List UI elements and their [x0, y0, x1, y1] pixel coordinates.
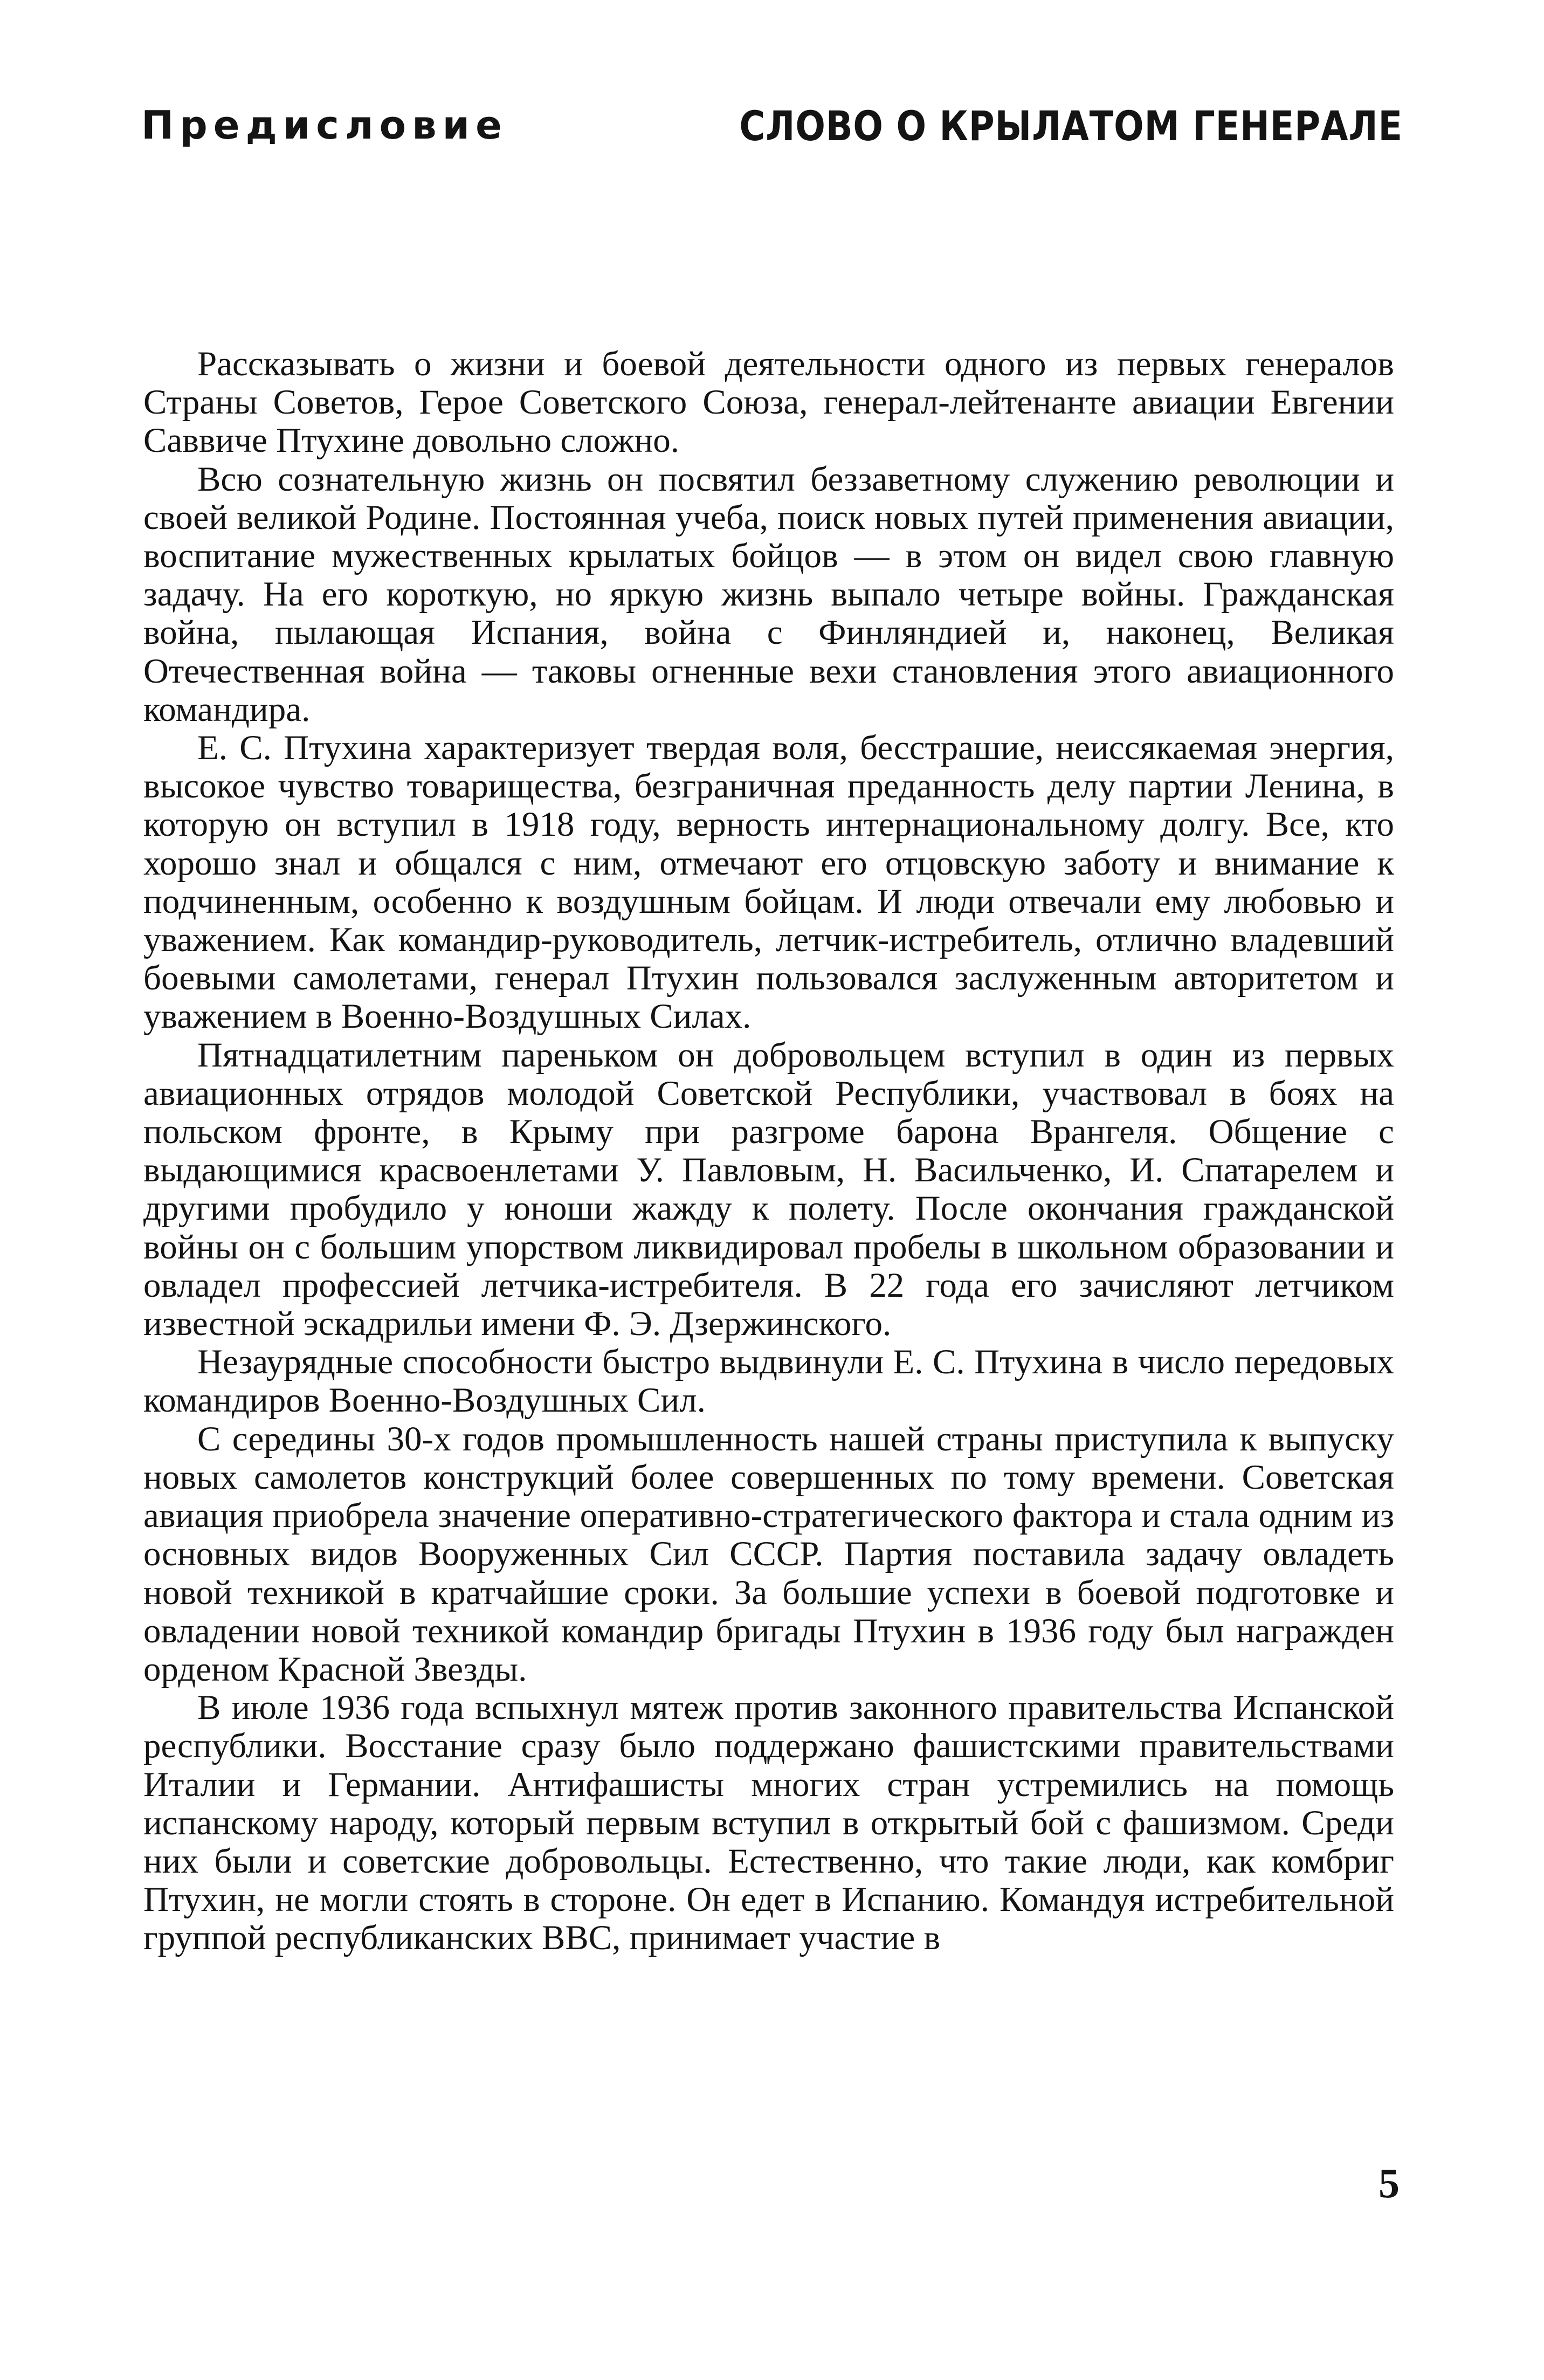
page-number: 5: [1378, 2159, 1400, 2206]
paragraph-1: Рассказывать о жизни и боевой деятельности одного из первых генералов Страны Советов, Герое Советского Союза, генерал-лейтенанте авиации Евгении Саввиче Птухине довольно сложно.: [143, 345, 1394, 460]
paragraph-4: Пятнадцатилетним пареньком он добровольцем вступил в один из первых авиационных отрядов молодой Советской Республики, участвовал в боях на польском фронте, в Крыму при разгроме барона Врангеля. Общение с выдающимися красвоенлетами У. Павловым, Н. Васильченко, И. Спатарелем и другими пробудило у юноши жажду к полету. После окончания гражданской войны он с большим упорством ликвидировал пробелы в школьном образовании и овладел профессией летчика-истребителя. В 22 года его зачисляют летчиком известной эскадрильи имени Ф. Э. Дзержинского.: [143, 1035, 1394, 1344]
paragraph-3: Е. С. Птухина характеризует твердая воля, бесстрашие, неиссякаемая энергия, высокое чувство товарищества, безграничная преданность делу партии Ленина, в которую он вступил в 1918 году, верность интернациональному долгу. Все, кто хорошо знал и общался с ним, отмечают его отцовскую заботу и внимание к подчиненным, особенно к воздушным бойцам. И люди отвечали ему любовью и уважением. Как командир-руководитель, летчик-истребитель, отлично владевший боевыми самолетами, генерал Птухин пользовался заслуженным авторитетом и уважением в Военно-Воздушных Силах.: [143, 728, 1394, 1036]
body-text: [143, 345, 1394, 1958]
paragraph-5: Незаурядные способности быстро выдвинули Е. С. Птухина в число передовых командиров Военно-Воздушных Сил.: [143, 1343, 1394, 1420]
chapter-title: СЛОВО О КРЫЛАТОМ ГЕНЕРАЛЕ: [739, 102, 1403, 150]
paragraph-2: Всю сознательную жизнь он посвятил беззаветному служению революции и своей великой Родине. Постоянная учеба, поиск новых путей применения авиации, воспитание мужественных крылатых бойцов — в этом он видел свою главную задачу. На его короткую, но яркую жизнь выпало четыре войны. Гражданская война, пылающая Испания, война с Финляндией и, наконец, Великая Отечественная война — таковы огненные вехи становления этого авиационного командира.: [143, 459, 1394, 729]
paragraph-7: В июле 1936 года вспыхнул мятеж против законного правительства Испанской республики. Восстание сразу было поддержано фашистскими правительствами Италии и Германии. Антифашисты многих стран устремились на помощь испанскому народу, который первым вступил в открытый бой с фашизмом. Среди них были и советские добровольцы. Естественно, что такие люди, как комбриг Птухин, не могли стоять в стороне. Он едет в Испанию. Командуя истребительной группой республиканских ВВС, принимает участие в: [143, 1688, 1394, 1958]
paragraph-6: С середины 30-х годов промышленность нашей страны приступила к выпуску новых самолетов конструкций более совершенных по тому времени. Советская авиация приобрела значение оперативно-стратегического фактора и стала одним из основных видов Вооруженных Сил СССР. Партия поставила задачу овладеть новой техникой в кратчайшие сроки. За большие успехи в боевой подготовке и овладении новой техникой командир бригады Птухин в 1936 году был награжден орденом Красной Звезды.: [143, 1419, 1394, 1689]
section-header: Предисловие: [141, 102, 508, 148]
